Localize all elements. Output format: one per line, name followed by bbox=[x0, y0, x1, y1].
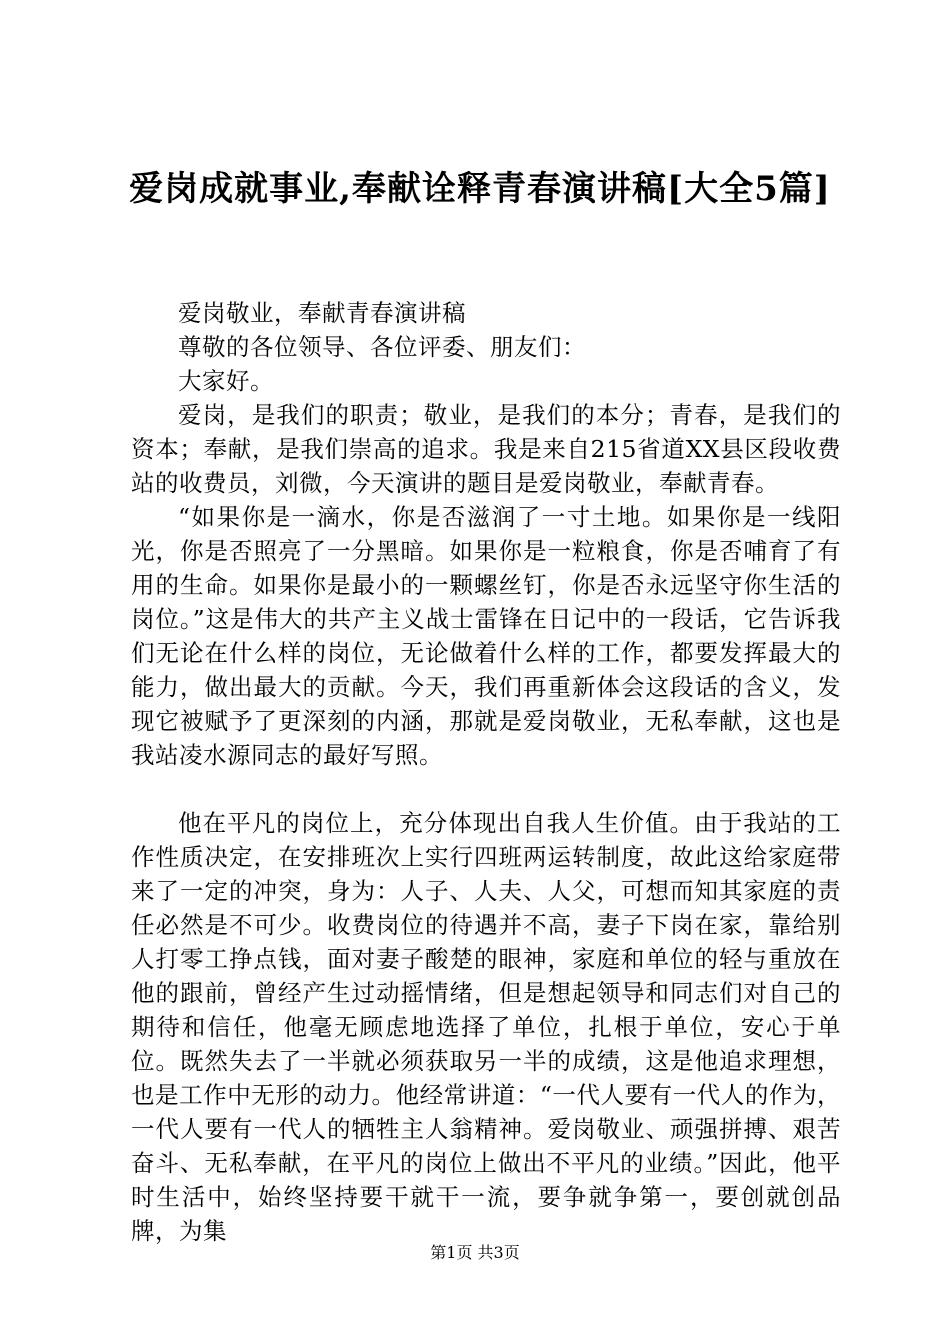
document-title: 爱岗成就事业,奉献诠释青春演讲稿[大全5篇] bbox=[129, 169, 831, 209]
paragraph: “如果你是一滴水，你是否滋润了一寸土地。如果你是一线阳光，你是否照亮了一分黑暗。如果你是一粒粮食，你是否哺育了有用的生命。如果你是最小的一颗螺丝钉，你是否永远坚守你生活的岗位。”这是伟大的共产主义战士雷锋在日记中的一段话，它告诉我们无论在什么样的岗位，无论做着什么样的工作，都要发挥最大的能力，做出最大的贡献。今天，我们再重新体会这段话的含义，发现它被赋予了更深刻的内涵，那就是爱岗敬业，无私奉献，这也是我站凌水源同志的最好写照。 bbox=[131, 503, 841, 769]
paragraph: 他在平凡的岗位上，充分体现出自我人生价值。由于我站的工作性质决定，在安排班次上实行四班两运转制度，故此这给家庭带来了一定的冲突，身为：人子、人夫、人父，可想而知其家庭的责任必然是不可少。收费岗位的待遇并不高，妻子下岗在家，靠给别人打零工挣点钱，面对妻子酸楚的眼神，家庭和单位的轻与重放在他的跟前，曾经产生过动摇情绪，但是想起领导和同志们对自己的期待和信任，他毫无顾虑地选择了单位，扎根于单位，安心于单位。既然失去了一半就必须获取另一半的成绩，这是他追求理想，也是工作中无形的动力。他经常讲道：“一代人要有一代人的作为，一代人要有一代人的牺牲主人翁精神。爱岗敬业、顽强拼搏、艰苦奋斗、无私奉献，在平凡的岗位上做出不平凡的业绩。”因此，他平时生活中，始终坚持要干就干一流，要争就争第一，要创就创品牌，为集 bbox=[131, 809, 841, 1245]
paragraph-heading: 爱岗敬业，奉献青春演讲稿 bbox=[178, 299, 466, 327]
page-number: 第1页 共3页 bbox=[430, 1243, 520, 1262]
paragraph-greeting: 大家好。 bbox=[178, 367, 274, 395]
paragraph: 爱岗，是我们的职责；敬业，是我们的本分；青春，是我们的资本；奉献，是我们崇高的追求。我是来自215省道XX县区段收费站的收费员，刘微，今天演讲的题目是爱岗敬业，奉献青春。 bbox=[131, 401, 841, 497]
paragraph-salutation: 尊敬的各位领导、各位评委、朋友们： bbox=[178, 333, 586, 361]
document-body bbox=[131, 296, 841, 1248]
